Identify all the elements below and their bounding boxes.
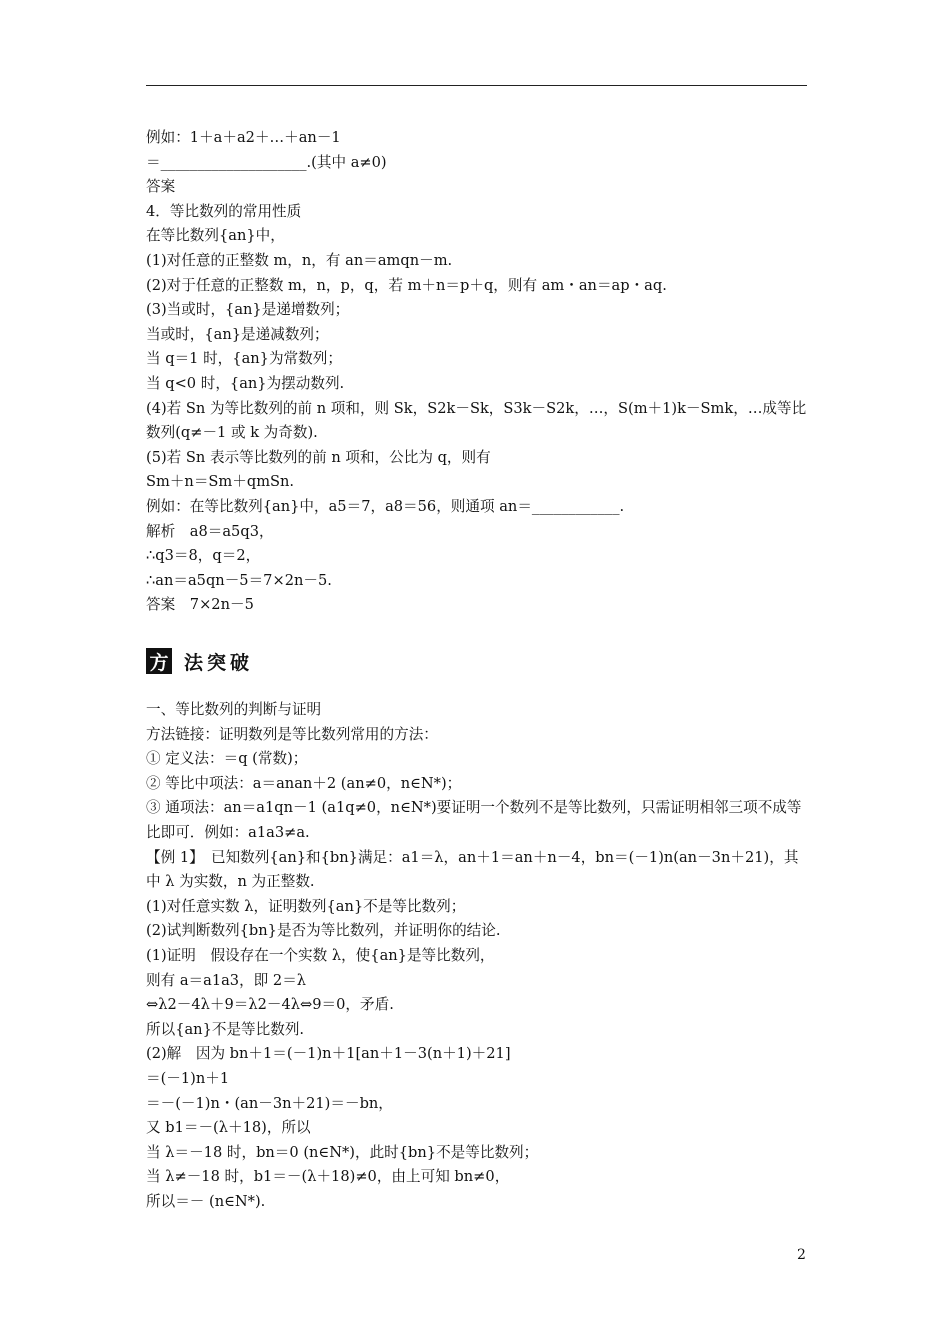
text-line: 所以＝－ (n∈N*).: [146, 1192, 266, 1210]
text-line: (2)解 因为 bn＋1＝(－1)n＋1[an＋1－3(n＋1)＋21]: [146, 1045, 511, 1063]
text-line: 方法链接：证明数列是等比数列常用的方法：: [146, 725, 438, 743]
text-line: ⇔λ2－4λ＋9＝λ2－4λ⇔9＝0，矛盾.: [146, 996, 394, 1014]
text-line: (1)证明 假设存在一个实数 λ，使{an}是等比数列，: [146, 946, 495, 964]
text-line: 当 λ＝－18 时，bn＝0 (n∈N*)，此时{bn}不是等比数列；: [146, 1143, 539, 1161]
text-line: ＝－(－1)n・(an－3n＋21)＝－bn，: [146, 1094, 393, 1112]
text-line: 则有 a＝a1a3，即 2＝λ: [146, 971, 307, 989]
text-line: (5)若 Sn 表示等比数列的前 n 项和，公比为 q，则有: [146, 448, 491, 466]
text-line: (1)对任意的正整数 m，n，有 an＝amqn－m.: [146, 251, 453, 269]
text-line: 在等比数列{an}中，: [146, 227, 285, 245]
text-line: (4)若 Sn 为等比数列的前 n 项和，则 Sk，S2k－Sk，S3k－S2k，…，S(m＋1)k－Smk，…成等比数列(q≠－1 或 k 为奇数).: [146, 399, 807, 442]
text-line: (3)当或时，{an}是递增数列；: [146, 301, 350, 319]
text-line: (2)试判断数列{bn}是否为等比数列，并证明你的结论.: [146, 922, 501, 940]
text-line: 解析 a8＝a5q3，: [146, 522, 274, 540]
text-line: 例如：1＋a＋a2＋…＋an－1: [146, 129, 341, 146]
content-block-methods: [146, 698, 808, 1214]
page-number: 2: [797, 1247, 806, 1263]
text-line: 又 b1＝－(λ＋18)，所以: [146, 1119, 311, 1137]
section-heading-icon: 方: [146, 648, 172, 674]
text-line: Sm＋n＝Sm＋qmSn.: [146, 473, 295, 491]
text-line: 当 λ≠－18 时，b1＝－(λ＋18)≠0，由上可知 bn≠0，: [146, 1168, 510, 1186]
text-line: 例如：在等比数列{an}中，a5＝7，a8＝56，则通项 an＝____________.: [146, 497, 625, 515]
text-line: 一、等比数列的判断与证明: [146, 701, 322, 718]
text-line: 答案: [146, 178, 176, 196]
text-line: ＝____________________.(其中 a≠0): [146, 153, 387, 171]
text-line: ∴an＝a5qn－5＝7×2n－5.: [146, 571, 332, 589]
content-block-properties: [146, 126, 808, 618]
text-line: 所以{an}不是等比数列.: [146, 1020, 305, 1038]
text-line: 答案 7×2n－5: [146, 596, 254, 614]
text-line: 当 q<0 时，{an}为摆动数列.: [146, 374, 345, 392]
text-line: ② 等比中项法：a＝anan＋2 (an≠0，n∈N*)；: [146, 774, 462, 792]
text-line: (2)对于任意的正整数 m，n，p，q，若 m＋n＝p＋q，则有 am・an＝ap・aq.: [146, 276, 667, 294]
text-line: 当或时，{an}是递减数列；: [146, 325, 329, 343]
text-line: 4．等比数列的常用性质: [146, 202, 302, 220]
text-line: 当 q＝1 时，{an}为常数列；: [146, 350, 342, 368]
section-heading: [146, 647, 253, 675]
text-line: ① 定义法：＝q (常数)；: [146, 750, 308, 768]
text-line: ∴q3＝8，q＝2，: [146, 547, 261, 565]
text-line: (1)对任意实数 λ，证明数列{an}不是等比数列；: [146, 897, 466, 915]
text-line: ＝(－1)n＋1: [146, 1069, 230, 1087]
text-line: ③ 通项法：an＝a1qn－1 (a1q≠0，n∈N*)要证明一个数列不是等比数列，只需证明相邻三项不成等比即可．例如：a1a3≠a.: [146, 799, 802, 841]
text-line: 【例 1】 已知数列{an}和{bn}满足：a1＝λ，an＋1＝an＋n－4，bn＝(－1)n(an－3n＋21)，其中 λ 为实数，n 为正整数.: [146, 848, 799, 891]
header-rule: [146, 85, 807, 86]
section-heading-title: 法突破: [184, 651, 254, 674]
